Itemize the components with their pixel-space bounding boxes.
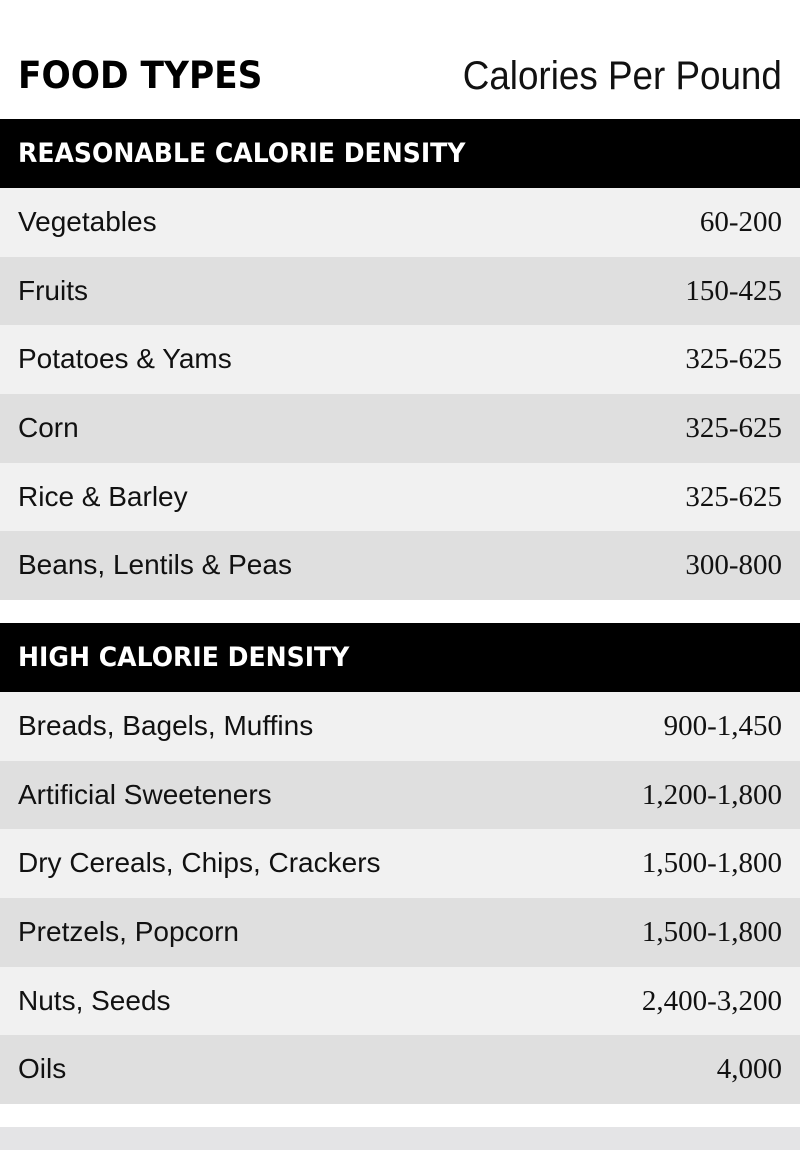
table-row	[0, 1035, 800, 1104]
table-row	[0, 325, 800, 394]
table-row	[0, 531, 800, 600]
food-name: Corn	[18, 412, 79, 444]
section-title: REASONABLE CALORIE DENSITY	[18, 138, 466, 169]
food-name: Nuts, Seeds	[18, 984, 171, 1016]
table-row	[0, 188, 800, 257]
calorie-value: 1,500-1,800	[641, 847, 782, 880]
table-row	[0, 692, 800, 761]
calorie-value: 300-800	[685, 549, 782, 582]
calorie-value: 1,500-1,800	[641, 916, 782, 949]
food-name: Beans, Lentils & Peas	[18, 549, 292, 581]
table-row	[0, 463, 800, 532]
food-name: Pretzels, Popcorn	[18, 916, 239, 948]
table-row	[0, 394, 800, 463]
section-header-high	[0, 623, 800, 692]
food-name: Vegetables	[18, 206, 157, 237]
calorie-value: 1,200-1,800	[641, 778, 782, 811]
section-title: HIGH CALORIE DENSITY	[18, 642, 350, 673]
calorie-value: 325-625	[685, 412, 782, 445]
table-row	[0, 898, 800, 967]
table-row	[0, 829, 800, 898]
food-name: Breads, Bagels, Muffins	[18, 710, 314, 741]
food-name: Oils	[18, 1053, 67, 1085]
section-header-reasonable	[0, 119, 800, 188]
calorie-value: 150-425	[685, 274, 782, 307]
food-name: Artificial Sweeteners	[18, 778, 272, 810]
food-name: Dry Cereals, Chips, Crackers	[18, 847, 381, 879]
calorie-value: 325-625	[685, 343, 782, 376]
food-types-heading: FOOD TYPES	[18, 54, 263, 97]
calorie-value: 2,400-3,200	[641, 984, 782, 1017]
calorie-value: 60-200	[699, 206, 782, 238]
section-rows-reasonable	[0, 188, 800, 600]
calories-per-pound-heading: Calories Per Pound	[462, 54, 782, 98]
food-name: Rice & Barley	[18, 480, 188, 512]
food-name: Fruits	[18, 274, 88, 306]
bottom-divider	[0, 1127, 800, 1150]
table-header	[0, 0, 800, 119]
calorie-value: 325-625	[685, 480, 782, 513]
table-row	[0, 967, 800, 1036]
calorie-value: 900-1,450	[663, 710, 782, 742]
table-row	[0, 257, 800, 326]
food-name: Potatoes & Yams	[18, 343, 232, 375]
calorie-value: 4,000	[716, 1053, 782, 1086]
section-rows-high	[0, 692, 800, 1104]
table-row	[0, 761, 800, 830]
